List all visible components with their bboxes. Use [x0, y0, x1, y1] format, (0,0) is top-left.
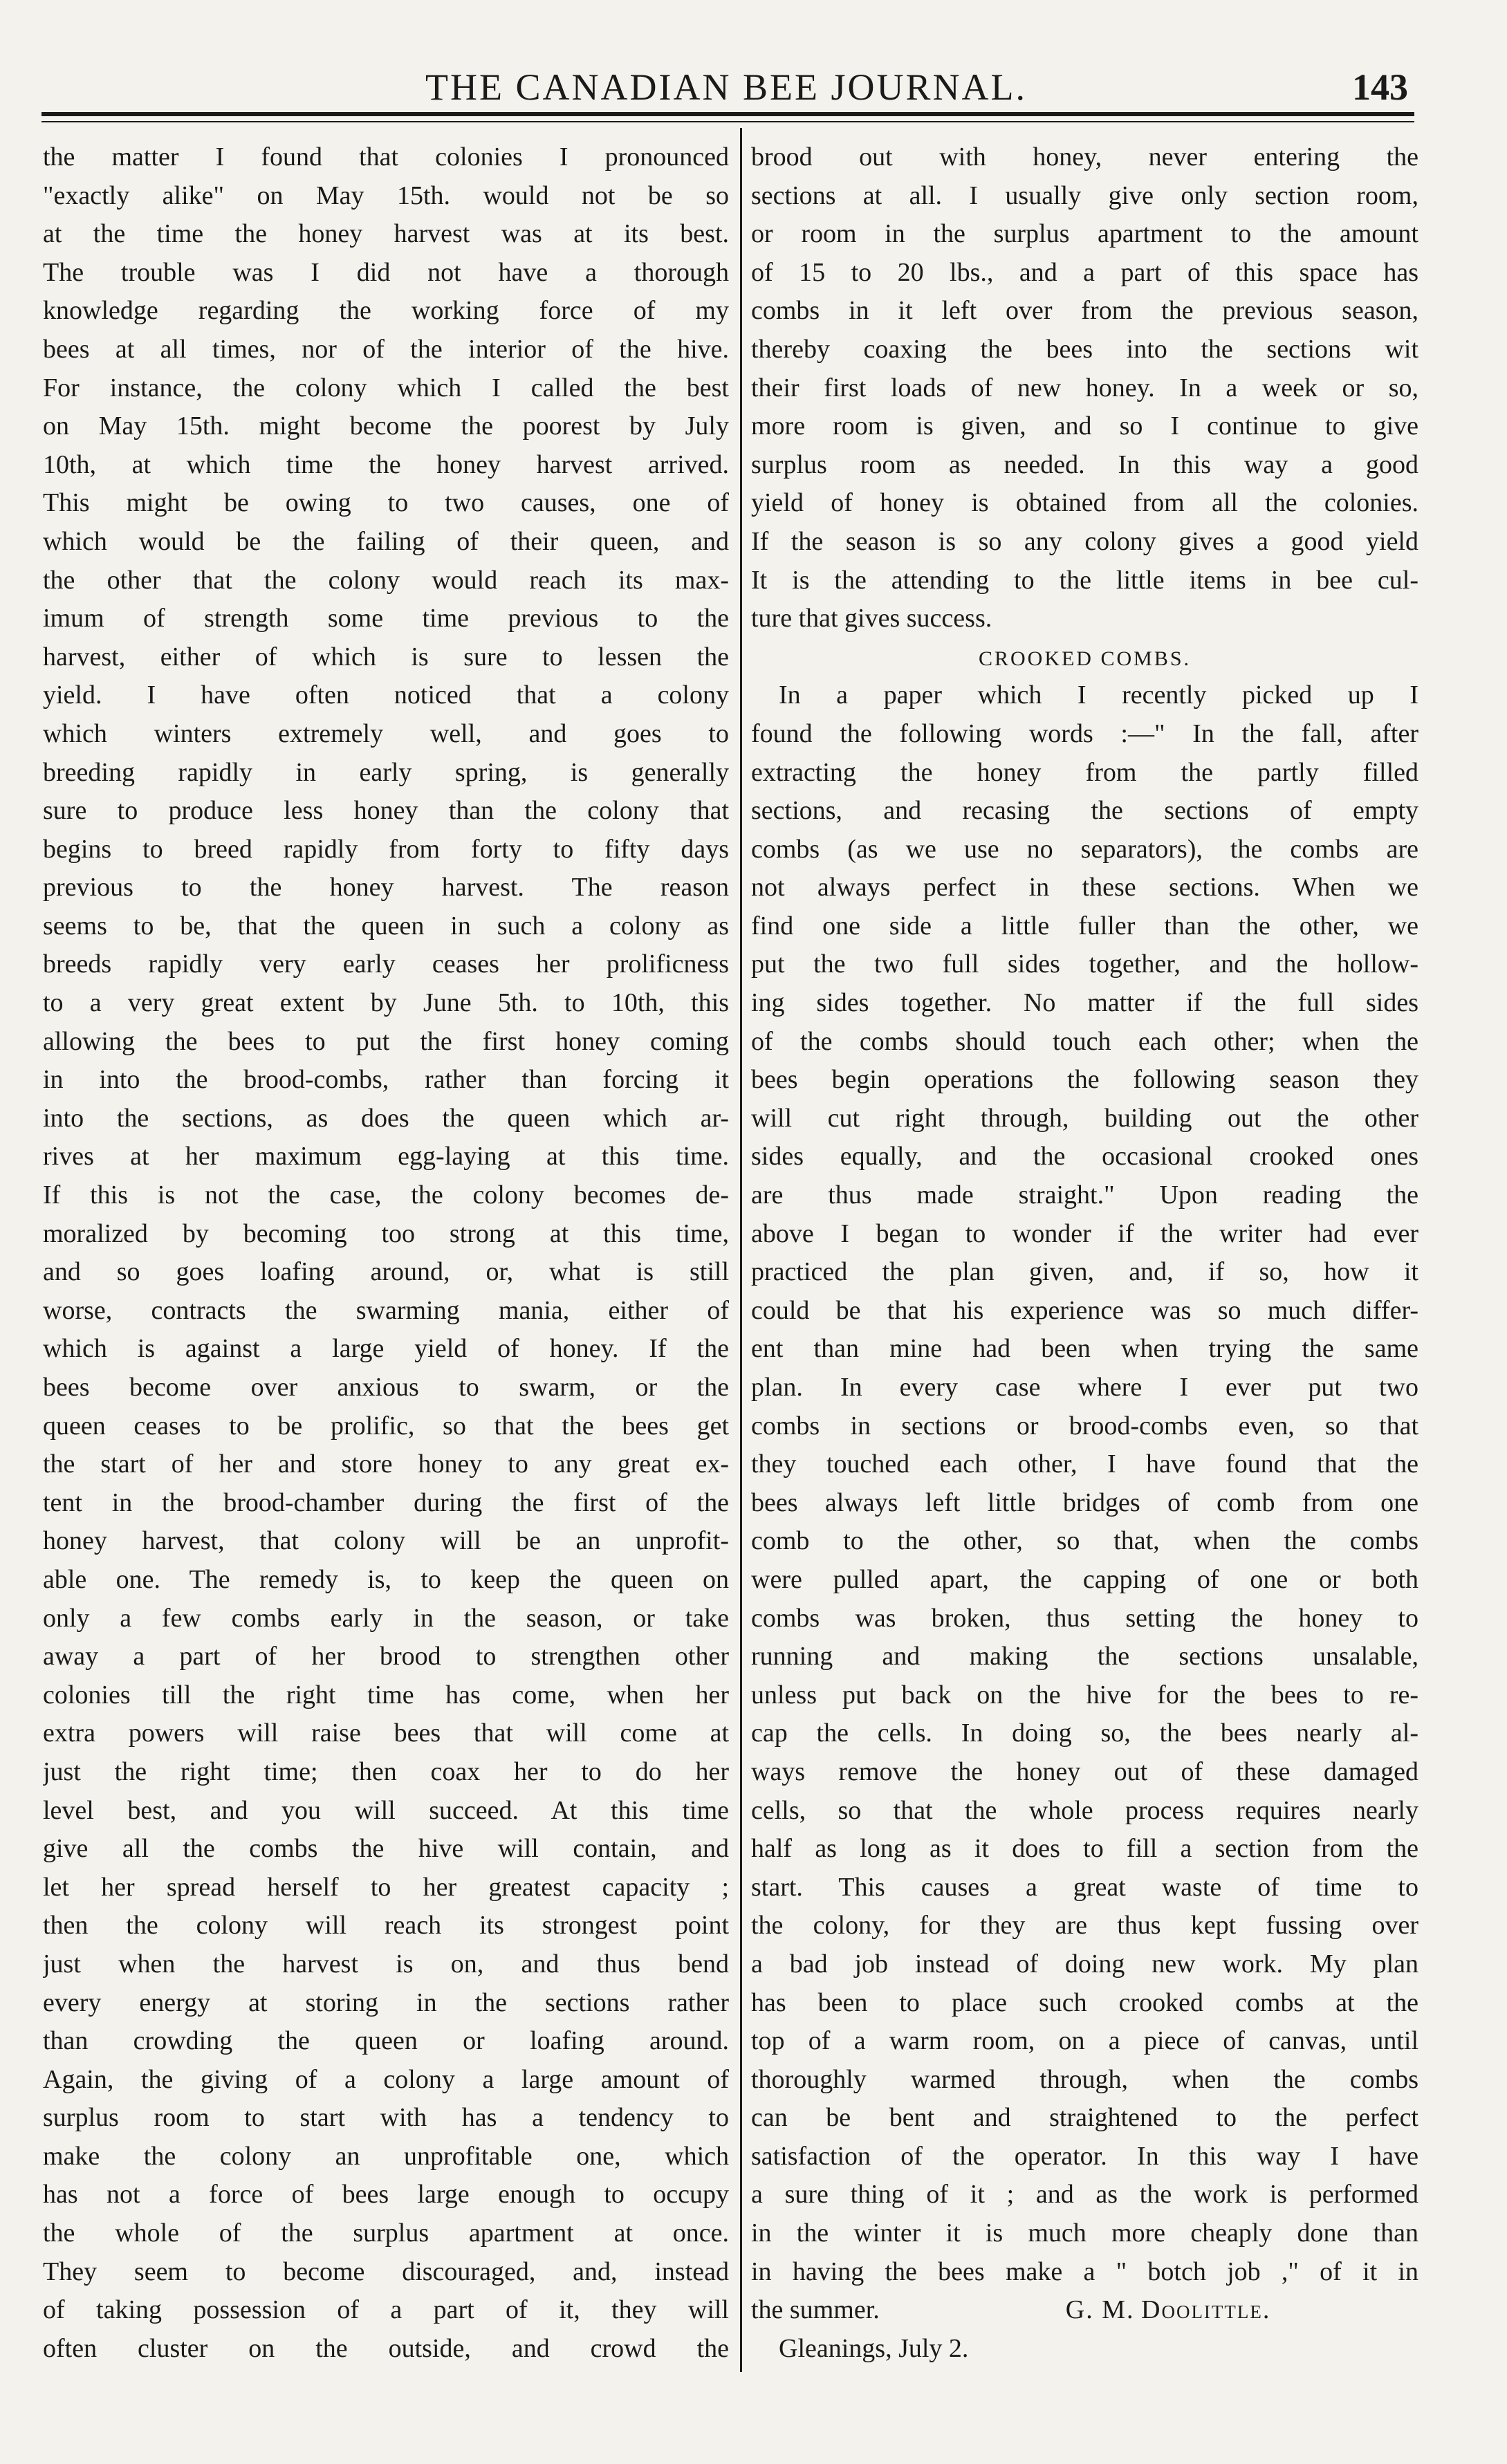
text-line: surplus room as needed. In this way a good: [751, 450, 1418, 479]
text-line: extracting the honey from the partly filled: [751, 757, 1418, 787]
text-line: In a paper which I recently picked up I: [779, 680, 1418, 710]
page-header: [41, 65, 1411, 109]
text-line: If this is not the case, the colony becomes de-: [43, 1180, 729, 1210]
text-line: The trouble was I did not have a thorough: [43, 257, 729, 287]
text-line: yield. I have often noticed that a colony: [43, 680, 729, 710]
source-line: Gleanings, July 2.: [779, 2333, 969, 2363]
text-line: were pulled apart, the capping of one or both: [751, 1564, 1418, 1594]
signature-name: Doolittle.: [1141, 2295, 1271, 2325]
text-line: bees always left little bridges of comb from one: [751, 1488, 1418, 1517]
signature-initials: G. M.: [1065, 2295, 1135, 2325]
text-line: found the following words :—" In the fall, after: [751, 719, 1418, 748]
text-line: top of a warm room, on a piece of canvas, until: [751, 2026, 1418, 2056]
text-line: bees begin operations the following season they: [751, 1065, 1418, 1095]
text-line: ing sides together. No matter if the full sides: [751, 988, 1418, 1018]
text-line: seems to be, that the queen in such a colony as: [43, 911, 729, 941]
text-line: honey harvest, that colony will be an unprofit-: [43, 1526, 729, 1556]
text-line: away a part of her brood to strengthen other: [43, 1642, 729, 1671]
text-line: of 15 to 20 lbs., and a part of this space has: [751, 257, 1418, 287]
text-line: "exactly alike" on May 15th. would not be so: [43, 180, 729, 210]
text-line: sure to produce less honey than the colony that: [43, 796, 729, 826]
text-line: in having the bees make a " botch job ," of it in: [751, 2257, 1418, 2286]
text-line: start. This causes a great waste of time to: [751, 1872, 1418, 1902]
text-line: combs (as we use no separators), the combs are: [751, 834, 1418, 864]
text-line: running and making the sections unsalable,: [751, 1642, 1418, 1671]
header-rule-thin: [41, 121, 1414, 122]
page-number: 143: [1352, 66, 1408, 108]
closing-text: the summer.: [751, 2295, 880, 2325]
left-column: [43, 138, 729, 2368]
journal-title: THE CANADIAN BEE JOURNAL.: [425, 66, 1027, 108]
text-line: combs was broken, thus setting the honey to: [751, 1603, 1418, 1633]
text-line: extra powers will raise bees that will come at: [43, 1719, 729, 1748]
text-line: 10th, at which time the honey harvest arrived.: [43, 450, 729, 479]
text-line: to a very great extent by June 5th. to 10th, this: [43, 988, 729, 1018]
text-line: breeding rapidly in early spring, is generally: [43, 757, 729, 787]
text-line: This might be owing to two causes, one of: [43, 488, 729, 518]
text-line: make the colony an unprofitable one, which: [43, 2141, 729, 2171]
text-line: practiced the plan given, and, if so, how it: [751, 1257, 1418, 1287]
text-line: queen ceases to be prolific, so that the bees get: [43, 1411, 729, 1441]
text-line: not always perfect in these sections. When we: [751, 873, 1418, 902]
text-line: comb to the other, so that, when the combs: [751, 1526, 1418, 1556]
text-line: previous to the honey harvest. The reason: [43, 873, 729, 902]
text-line: cells, so that the whole process requires nearly: [751, 1795, 1418, 1825]
text-line: thereby coaxing the bees into the sections wit: [751, 334, 1418, 364]
column-divider: [740, 128, 742, 2372]
text-line: allowing the bees to put the first honey coming: [43, 1026, 729, 1056]
text-line: which is against a large yield of honey. If the: [43, 1334, 729, 1364]
text-line: ent than mine had been when trying the same: [751, 1334, 1418, 1364]
text-line: If the season is so any colony gives a good yield: [751, 526, 1418, 556]
text-line: could be that his experience was so much differ-: [751, 1295, 1418, 1325]
text-line: give all the combs the hive will contain, and: [43, 1834, 729, 1864]
text-line: cap the cells. In doing so, the bees nearly al-: [751, 1719, 1418, 1748]
right-column-part2: [751, 676, 1418, 2291]
text-line: will cut right through, building out the other: [751, 1103, 1418, 1133]
text-line: let her spread herself to her greatest capacity ;: [43, 1872, 729, 1902]
text-line: Again, the giving of a colony a large amount of: [43, 2064, 729, 2094]
text-line: on May 15th. might become the poorest by July: [43, 411, 729, 441]
text-line: breeds rapidly very early ceases her prolificness: [43, 950, 729, 979]
text-line: knowledge regarding the working force of my: [43, 296, 729, 326]
text-line: the whole of the surplus apartment at once.: [43, 2218, 729, 2248]
text-line: than crowding the queen or loafing around.: [43, 2026, 729, 2056]
text-line: colonies till the right time has come, when her: [43, 1680, 729, 1710]
text-line: They seem to become discouraged, and, instead: [43, 2257, 729, 2286]
text-line: which would be the failing of their queen, and: [43, 526, 729, 556]
text-line: they touched each other, I have found that the: [751, 1449, 1418, 1479]
text-line: just the right time; then coax her to do her: [43, 1757, 729, 1786]
text-line: combs in sections or brood-combs even, so that: [751, 1411, 1418, 1441]
text-line: of the combs should touch each other; when the: [751, 1026, 1418, 1056]
text-line: It is the attending to the little items in bee cul-: [751, 565, 1418, 595]
text-line: bees at all times, nor of the interior of the hive.: [43, 334, 729, 364]
text-line: rives at her maximum egg-laying at this time.: [43, 1142, 729, 1171]
text-line: plan. In every case where I ever put two: [751, 1373, 1418, 1402]
text-line: their first loads of new honey. In a week or so,: [751, 373, 1418, 402]
text-line: which winters extremely well, and goes to: [43, 719, 729, 748]
right-column: [751, 138, 1418, 2368]
text-line: ways remove the honey out of these damaged: [751, 1757, 1418, 1786]
text-line: of taking possession of a part of it, they will: [43, 2295, 729, 2325]
text-line: surplus room to start with has a tendency to: [43, 2103, 729, 2133]
text-line: able one. The remedy is, to keep the queen on: [43, 1564, 729, 1594]
text-line: more room is given, and so I continue to give: [751, 411, 1418, 441]
text-line: sides equally, and the occasional crooked ones: [751, 1142, 1418, 1171]
text-line: bees become over anxious to swarm, or the: [43, 1373, 729, 1402]
text-line: yield of honey is obtained from all the colonies.: [751, 488, 1418, 518]
text-line: sections, and recasing the sections of empty: [751, 796, 1418, 826]
text-line: then the colony will reach its strongest point: [43, 1911, 729, 1940]
text-line: just when the harvest is on, and thus bend: [43, 1949, 729, 1979]
text-line: above I began to wonder if the writer had ever: [751, 1219, 1418, 1248]
text-line: in into the brood-combs, rather than forcing it: [43, 1065, 729, 1095]
closing-line: [751, 2291, 1418, 2330]
text-line: satisfaction of the operator. In this way I have: [751, 2141, 1418, 2171]
text-line: level best, and you will succeed. At this time: [43, 1795, 729, 1825]
text-line: imum of strength some time previous to the: [43, 604, 729, 633]
text-line: sections at all. I usually give only section room,: [751, 180, 1418, 210]
text-line: only a few combs early in the season, or take: [43, 1603, 729, 1633]
header-rule-thick: [41, 112, 1414, 116]
text-line: into the sections, as does the queen which ar-: [43, 1103, 729, 1133]
text-line: a sure thing of it ; and as the work is performed: [751, 2180, 1418, 2210]
text-line: half as long as it does to fill a section from the: [751, 1834, 1418, 1864]
text-line: the colony, for they are thus kept fussing over: [751, 1911, 1418, 1940]
text-line: brood out with honey, never entering the: [751, 142, 1418, 172]
text-line: a bad job instead of doing new work. My plan: [751, 1949, 1418, 1979]
text-line: are thus made straight." Upon reading the: [751, 1180, 1418, 1210]
text-line: put the two full sides together, and the hollow-: [751, 950, 1418, 979]
text-line: or room in the surplus apartment to the amount: [751, 219, 1418, 249]
text-line: thoroughly warmed through, when the combs: [751, 2064, 1418, 2094]
text-line: at the time the honey harvest was at its best.: [43, 219, 729, 249]
text-line: harvest, either of which is sure to lessen the: [43, 642, 729, 671]
text-line: the other that the colony would reach its max-: [43, 565, 729, 595]
text-line: ture that gives success.: [751, 604, 992, 633]
text-line: combs in it left over from the previous season,: [751, 296, 1418, 326]
text-line: find one side a little fuller than the other, we: [751, 911, 1418, 941]
text-line: tent in the brood-chamber during the first of the: [43, 1488, 729, 1517]
text-line: the start of her and store honey to any great ex-: [43, 1449, 729, 1479]
text-line: unless put back on the hive for the bees to re-: [751, 1680, 1418, 1710]
text-line: has been to place such crooked combs at the: [751, 1988, 1418, 2017]
text-line: and so goes loafing around, or, what is still: [43, 1257, 729, 1287]
text-line: often cluster on the outside, and crowd the: [43, 2333, 729, 2363]
text-line: moralized by becoming too strong at this time,: [43, 1219, 729, 1248]
text-line: can be bent and straightened to the perfect: [751, 2103, 1418, 2133]
text-line: every energy at storing in the sections rather: [43, 1988, 729, 2017]
text-line: in the winter it is much more cheaply done than: [751, 2218, 1418, 2248]
text-line: the matter I found that colonies I pronounced: [43, 142, 729, 172]
right-column-part1: [751, 138, 1418, 638]
text-line: For instance, the colony which I called the best: [43, 373, 729, 402]
text-line: worse, contracts the swarming mania, either of: [43, 1295, 729, 1325]
text-line: has not a force of bees large enough to occupy: [43, 2180, 729, 2210]
text-line: begins to breed rapidly from forty to fifty days: [43, 834, 729, 864]
section-heading: CROOKED COMBS.: [978, 647, 1192, 670]
